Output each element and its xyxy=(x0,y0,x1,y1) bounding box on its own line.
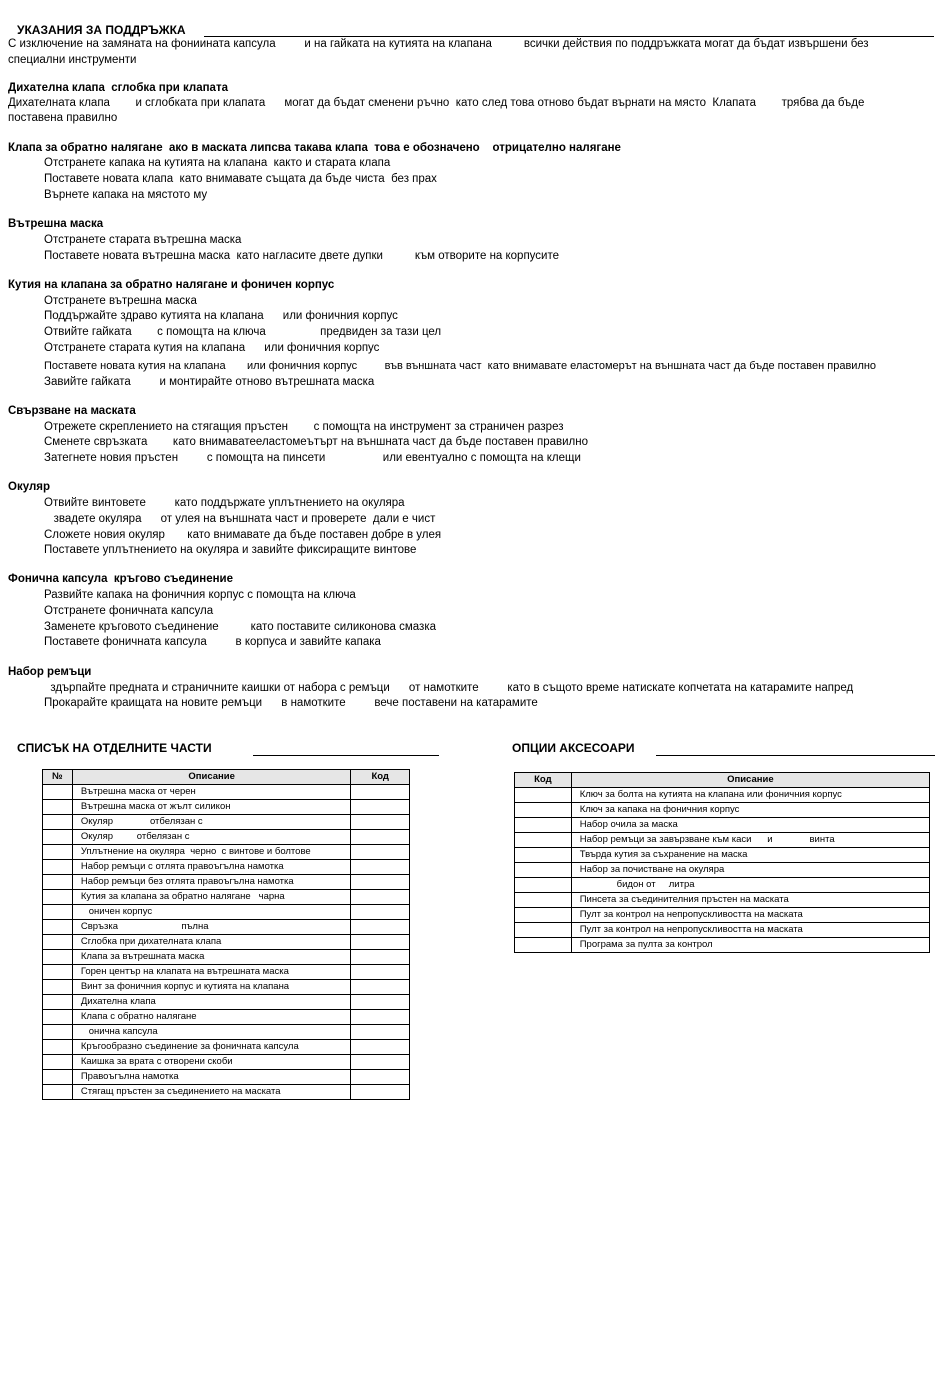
table-row xyxy=(515,803,930,818)
table-row xyxy=(43,860,410,875)
title-rule xyxy=(204,36,934,37)
section-title-eyepiece: Окуляр xyxy=(8,481,50,493)
table-cell: Вътрешна маска от жълт силикон xyxy=(72,800,351,815)
table-cell xyxy=(43,800,73,815)
table-cell xyxy=(351,995,410,1010)
table-cell: Набор ремъци с отлята правоъгълна намотка xyxy=(72,860,351,875)
table-cell xyxy=(43,905,73,920)
table-cell: Кутия за клапана за обратно налягане чарна xyxy=(72,890,351,905)
table-cell xyxy=(43,995,73,1010)
list-item: Поставете фоничната капсула в корпуса и завийте капака xyxy=(44,636,381,648)
list-item: Заменете кръговото съединение като поставите силиконова смазка xyxy=(44,621,437,633)
table-row xyxy=(43,800,410,815)
table-cell: Клапа за вътрешната маска xyxy=(72,950,351,965)
table-row xyxy=(515,893,930,908)
list-item: Отрежете скреплението на стягащия пръстен с помощта на инструмент за страничен разрез xyxy=(44,421,564,433)
table-cell: Окуляр отбелязан с xyxy=(72,815,351,830)
table-cell: бидон от литра xyxy=(571,878,929,893)
table-cell: Програма за пулта за контрол xyxy=(571,938,929,953)
list-item: Развийте капака на фоничния корпус с помощта на ключа xyxy=(44,589,356,601)
table-cell xyxy=(351,1010,410,1025)
section-title-valve-box: Кутия на клапана за обратно налягане и фоничен корпус xyxy=(8,279,335,291)
table-cell xyxy=(43,920,73,935)
table-cell xyxy=(351,920,410,935)
table-cell: Ключ за болта на кутията на клапана или фоничния корпус xyxy=(571,788,929,803)
table-cell xyxy=(43,1070,73,1085)
list-item: Завийте гайката и монтирайте отново вътрешната маска xyxy=(44,376,375,388)
column-header: Описание xyxy=(72,770,351,785)
table-cell: Уплътнение на окуляра черно с винтове и болтове xyxy=(72,845,351,860)
table-cell: Пинсета за съединителния пръстен на маската xyxy=(571,893,929,908)
table-cell xyxy=(515,908,572,923)
list-item: Отстранете старата вътрешна маска xyxy=(44,234,242,246)
table-cell: Правоъгълна намотка xyxy=(72,1070,351,1085)
table-cell: Клапа с обратно налягане xyxy=(72,1010,351,1025)
list-item: Поставете новата вътрешна маска като нагласите двете дупки към отворите на корпусите xyxy=(44,250,560,262)
table-cell xyxy=(351,815,410,830)
table-row xyxy=(43,950,410,965)
section-title-strap-set: Набор ремъци xyxy=(8,666,92,678)
table-row xyxy=(43,815,410,830)
table-cell: Набор очила за маска xyxy=(571,818,929,833)
table-row xyxy=(515,908,930,923)
list-item: Поставете уплътнението на окуляра и завийте фиксиращите винтове xyxy=(44,544,417,556)
table-cell: Окуляр отбелязан с xyxy=(72,830,351,845)
table-cell: Свръзка пълна xyxy=(72,920,351,935)
table-cell xyxy=(351,1085,410,1100)
table-row xyxy=(43,1070,410,1085)
maintenance-title: УКАЗАНИЯ ЗА ПОДДРЪЖКА xyxy=(17,23,186,37)
accessories-title: ОПЦИИ АКСЕСОАРИ xyxy=(512,741,635,755)
table-row xyxy=(43,1010,410,1025)
table-row xyxy=(515,833,930,848)
table-row xyxy=(43,920,410,935)
table-row xyxy=(43,890,410,905)
list-item: Поставете новата клапа като внимавате същата да бъде чиста без прах xyxy=(44,173,437,185)
table-cell: Набор ремъци за завързване към каси и винта xyxy=(571,833,929,848)
list-item: здърпайте предната и страничните каишки от набора с ремъци от намотките като в същото време натискате копчетата на катарамите напред xyxy=(44,682,854,694)
list-item: Поддържайте здраво кутията на клапана или фоничния корпус xyxy=(44,310,398,322)
table-row xyxy=(43,965,410,980)
table-cell: онична капсула xyxy=(72,1025,351,1040)
table-cell xyxy=(351,1055,410,1070)
table-cell: Пулт за контрол на непропускливостта на маската xyxy=(571,908,929,923)
list-item: Върнете капака на мястото му xyxy=(44,189,208,201)
table-row xyxy=(43,995,410,1010)
table-cell xyxy=(351,800,410,815)
table-cell xyxy=(351,905,410,920)
table-row xyxy=(43,1040,410,1055)
table-cell: Дихателна клапа xyxy=(72,995,351,1010)
table-row xyxy=(43,905,410,920)
list-item: Отстранете старата кутия на клапана или фоничния корпус xyxy=(44,342,380,354)
list-item: звадете окуляра от улея на външната част и проверете дали е чист xyxy=(44,513,436,525)
table-cell: оничен корпус xyxy=(72,905,351,920)
table-cell xyxy=(515,863,572,878)
table-cell: Каишка за врата с отворени скоби xyxy=(72,1055,351,1070)
table-row xyxy=(43,935,410,950)
table-row xyxy=(43,785,410,800)
parts-list-title: СПИСЪК НА ОТДЕЛНИТЕ ЧАСТИ xyxy=(17,741,212,755)
table-cell xyxy=(43,875,73,890)
table-cell xyxy=(351,980,410,995)
column-header: Код xyxy=(515,773,572,788)
table-cell xyxy=(43,1010,73,1025)
list-item: Затегнете новия пръстен с помощта на пинсети или евентуално с помощта на клещи xyxy=(44,452,581,464)
table-cell xyxy=(515,893,572,908)
table-cell xyxy=(43,1055,73,1070)
table-cell xyxy=(515,878,572,893)
table-cell xyxy=(351,785,410,800)
list-item: Отвийте винтовете като поддържате уплътнението на окуляра xyxy=(44,497,405,509)
table-cell: Стягащ пръстен за съединението на маската xyxy=(72,1085,351,1100)
table-cell xyxy=(351,875,410,890)
table-cell: Ключ за капака на фоничния корпус xyxy=(571,803,929,818)
table-cell xyxy=(43,845,73,860)
table-row xyxy=(43,875,410,890)
table-row xyxy=(515,878,930,893)
parts-title-rule xyxy=(253,755,439,756)
table-cell xyxy=(43,1040,73,1055)
list-item: Отвийте гайката с помощта на ключа предвиден за тази цел xyxy=(44,326,442,338)
accessories-title-rule xyxy=(656,755,935,756)
column-header: № xyxy=(43,770,73,785)
table-row xyxy=(43,1025,410,1040)
table-cell: Набор ремъци без отлята правоъгълна намотка xyxy=(72,875,351,890)
table-cell xyxy=(351,845,410,860)
accessories-table xyxy=(514,772,930,953)
list-item: Прокарайте краищата на новите ремъци в намотките вече поставени на катарамите xyxy=(44,697,538,709)
table-cell xyxy=(351,1040,410,1055)
table-row xyxy=(515,938,930,953)
table-row xyxy=(515,848,930,863)
table-cell: Кръгообразно съединение за фоничната капсула xyxy=(72,1040,351,1055)
section-title-back-pressure-valve: Клапа за обратно налягане ако в маската липсва такава клапа това е обозначено отрицателно налягане xyxy=(8,142,621,154)
table-cell xyxy=(515,818,572,833)
table-cell: Вътрешна маска от черен xyxy=(72,785,351,800)
section-title-mask-connection: Свързване на маската xyxy=(8,405,136,417)
table-cell xyxy=(515,803,572,818)
table-cell xyxy=(351,1025,410,1040)
table-cell: Винт за фоничния корпус и кутията на клапана xyxy=(72,980,351,995)
table-cell xyxy=(515,848,572,863)
table-cell xyxy=(515,923,572,938)
table-cell xyxy=(43,1085,73,1100)
table-cell xyxy=(515,788,572,803)
table-row xyxy=(515,923,930,938)
table-cell xyxy=(515,833,572,848)
table-cell xyxy=(43,950,73,965)
parts-table xyxy=(42,769,410,1100)
intro-line-2: специални инструменти xyxy=(8,54,137,66)
table-cell: Горен център на клапата на вътрешната маска xyxy=(72,965,351,980)
table-cell xyxy=(43,785,73,800)
table-cell: Пулт за контрол на непропускливостта на маската xyxy=(571,923,929,938)
list-item: Сменете свръзката като внимаватееластомеътърт на външната част да бъде поставен правилно xyxy=(44,436,588,448)
table-cell xyxy=(351,950,410,965)
table-cell xyxy=(43,890,73,905)
list-item: Поставете новата кутия на клапана или фоничния корпус във външната част като внимавате еластомерът на външната част да бъде поставен правилно xyxy=(44,360,877,372)
table-cell xyxy=(515,938,572,953)
table-cell xyxy=(43,1025,73,1040)
list-item: Отстранете капака на кутията на клапана както и старата клапа xyxy=(44,157,391,169)
table-row xyxy=(515,788,930,803)
table-cell xyxy=(43,965,73,980)
breathing-valve-text-2: поставена правилно xyxy=(8,112,118,124)
table-header-row xyxy=(515,773,930,788)
table-cell xyxy=(351,965,410,980)
table-cell xyxy=(43,830,73,845)
table-cell xyxy=(351,1070,410,1085)
list-item: Отстранете вътрешна маска xyxy=(44,295,197,307)
list-item: Сложете новия окуляр като внимавате да бъде поставен добре в улея xyxy=(44,529,442,541)
table-row xyxy=(515,863,930,878)
table-cell: Твърда кутия за съхранение на маска xyxy=(571,848,929,863)
section-title-breathing-valve: Дихателна клапа сглобка при клапата xyxy=(8,82,228,94)
table-cell: Сглобка при дихателната клапа xyxy=(72,935,351,950)
intro-line-1: С изключение на замяната на фониината капсула и на гайката на кутията на клапана всички действия по поддръжката могат да бъдат извършени без xyxy=(8,38,869,50)
column-header: Описание xyxy=(571,773,929,788)
table-cell xyxy=(43,815,73,830)
breathing-valve-text-1: Дихателната клапа и сглобката при клапата могат да бъдат сменени ръчно като след това отново бъдат върнати на място Клапата трябва да бъде xyxy=(8,97,865,109)
section-title-phonic-capsule: Фонична капсула кръгово съединение xyxy=(8,573,234,585)
table-header-row xyxy=(43,770,410,785)
table-cell xyxy=(351,935,410,950)
table-cell xyxy=(351,860,410,875)
table-row xyxy=(43,1055,410,1070)
table-row xyxy=(43,980,410,995)
table-cell xyxy=(43,980,73,995)
table-row xyxy=(515,818,930,833)
list-item: Отстранете фоничната капсула xyxy=(44,605,214,617)
table-row xyxy=(43,845,410,860)
table-cell xyxy=(43,935,73,950)
table-row xyxy=(43,830,410,845)
table-cell xyxy=(351,830,410,845)
table-cell: Набор за почистване на окуляра xyxy=(571,863,929,878)
column-header: Код xyxy=(351,770,410,785)
table-cell xyxy=(351,890,410,905)
table-cell xyxy=(43,860,73,875)
section-title-inner-mask: Вътрешна маска xyxy=(8,218,104,230)
table-row xyxy=(43,1085,410,1100)
